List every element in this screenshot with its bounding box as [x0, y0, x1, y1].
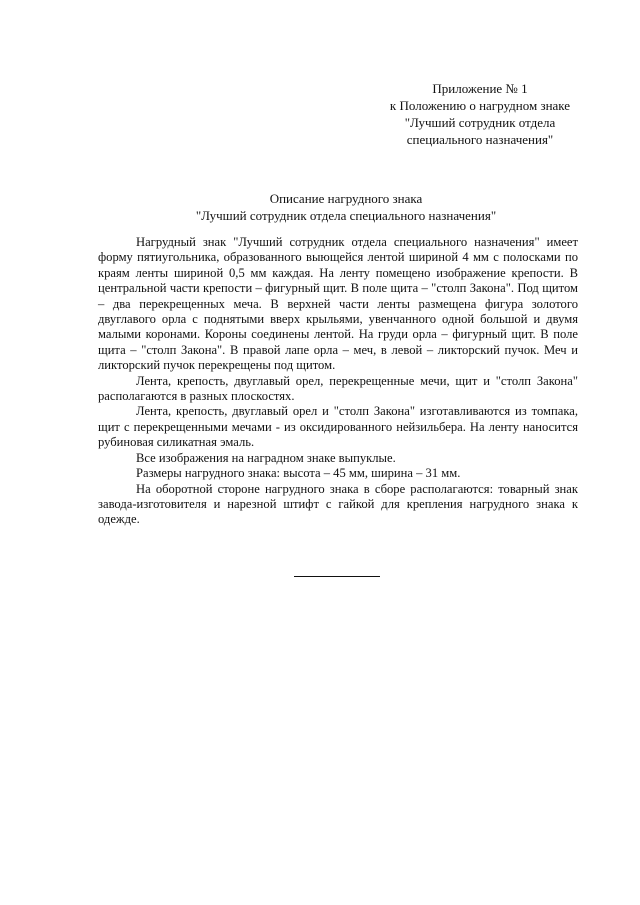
appendix-reference-line: "Лучший сотрудник отдела [404, 115, 556, 130]
title-line: "Лучший сотрудник отдела специального назначения" [195, 208, 497, 223]
closing-separator-line [294, 576, 380, 577]
appendix-reference-line: к Положению о нагрудном знаке [389, 98, 571, 113]
appendix-reference-line: специального назначения" [406, 132, 554, 147]
paragraph-description: Нагрудный знак "Лучший сотрудник отдела специального назначения" имеет форму пятиугольника, образованного выющейся лентой шириной 4 мм с полосками по краям ленты шириной 0,5 мм каждая. На ленту помещено изображение крепости. В центральной части крепости – фигурный щит. В поле щита – "столп Закона". Под щитом – два перекрещенных меча. В верхней части ленты размещена фигура золотого двуглавого орла с поднятыми вверх крыльями, увенчанного одной большой и двумя малыми коронами. Короны соединены лентой. На груди орла – фигурный щит. В поле щита – "столп Закона". В правой лапе орла – меч, в левой – ликторский пучок. Меч и ликторский пучок перекрещены под щитом. [98, 235, 578, 373]
document-title [96, 190, 596, 224]
paragraph-relief: Все изображения на наградном знаке выпуклые. [136, 450, 396, 465]
paragraph-dimensions: Размеры нагрудного знака: высота – 45 мм, ширина – 31 мм. [136, 466, 461, 481]
appendix-header [380, 80, 580, 148]
title-line: Описание нагрудного знака [269, 191, 423, 206]
paragraph-reverse-side: На оборотной стороне нагрудного знака в сборе располагаются: товарный знак завода-изготовителя и нарезной штифт с гайкой для крепления нагрудного знака к одежде. [98, 481, 578, 527]
appendix-number: Приложение № 1 [432, 81, 528, 96]
paragraph-planes: Лента, крепость, двуглавый орел, перекрещенные мечи, щит и "столп Закона" располагаются в разных плоскостях. [98, 373, 578, 404]
paragraph-materials: Лента, крепость, двуглавый орел и "столп Закона" изготавливаются из томпака, щит с перекрещенными мечами - из оксидированного нейзильбера. На ленту наносится рубиновая силикатная эмаль. [98, 404, 578, 450]
document-body [98, 235, 578, 528]
